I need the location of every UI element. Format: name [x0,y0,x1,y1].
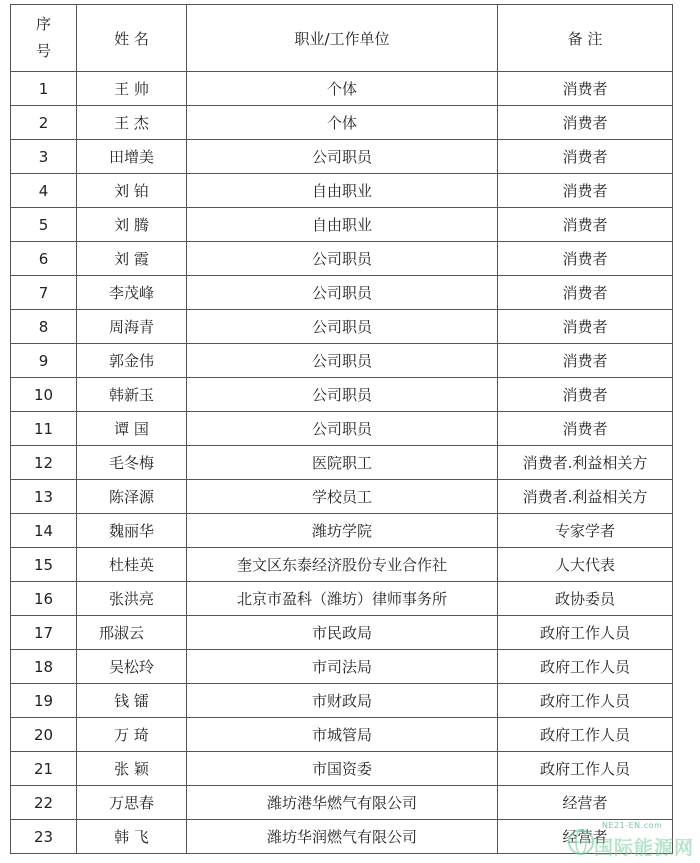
table-row [11,344,673,378]
cell-job: 潍坊港华燃气有限公司 [187,786,498,820]
cell-note: 消费者 [498,378,673,412]
cell-note: 消费者 [498,208,673,242]
cell-number: 5 [11,208,77,242]
cell-job: 公司职员 [187,412,498,446]
cell-name: 刘 铂 [77,174,187,208]
cell-note: 消费者 [498,344,673,378]
cell-number: 11 [11,412,77,446]
cell-name: 王 帅 [77,72,187,106]
cell-job: 公司职员 [187,140,498,174]
cell-job: 潍坊学院 [187,514,498,548]
cell-job: 市城管局 [187,718,498,752]
cell-number: 10 [11,378,77,412]
cell-number: 17 [11,616,77,650]
cell-name: 韩新玉 [77,378,187,412]
cell-number: 2 [11,106,77,140]
table-row [11,684,673,718]
table-row [11,412,673,446]
table-header [11,5,673,72]
cell-name: 钱 镭 [77,684,187,718]
header-number [11,5,77,72]
cell-note: 政协委员 [498,582,673,616]
header-number-line2: 号 [35,42,51,60]
cell-name: 张 颖 [77,752,187,786]
cell-name: 魏丽华 [77,514,187,548]
table-row [11,378,673,412]
header-job: 职业/工作单位 [187,5,498,72]
table-body [11,72,673,854]
cell-job: 医院职工 [187,446,498,480]
cell-note: 消费者 [498,412,673,446]
table-row [11,752,673,786]
cell-name: 邢淑云 [77,616,187,650]
cell-number: 1 [11,72,77,106]
cell-job: 公司职员 [187,310,498,344]
table-row [11,820,673,854]
cell-note: 人大代表 [498,548,673,582]
cell-job: 市司法局 [187,650,498,684]
cell-name: 陈泽源 [77,480,187,514]
cell-note: 消费者 [498,106,673,140]
cell-number: 13 [11,480,77,514]
table-row [11,72,673,106]
cell-note: 政府工作人员 [498,650,673,684]
cell-number: 8 [11,310,77,344]
watermark-text: 国际能源网 [594,837,695,859]
cell-note: 专家学者 [498,514,673,548]
cell-job: 市国资委 [187,752,498,786]
cell-number: 4 [11,174,77,208]
table-row [11,480,673,514]
cell-number: 6 [11,242,77,276]
cell-note: 消费者 [498,242,673,276]
cell-name: 谭 国 [77,412,187,446]
cell-name: 吴松玲 [77,650,187,684]
header-row [11,5,673,72]
cell-note: 经营者 [498,786,673,820]
cell-note: 消费者 [498,310,673,344]
cell-job: 潍坊华润燃气有限公司 [187,820,498,854]
table-row [11,786,673,820]
cell-name: 毛冬梅 [77,446,187,480]
cell-number: 19 [11,684,77,718]
cell-job: 学校员工 [187,480,498,514]
header-name: 姓 名 [77,5,187,72]
cell-note: 经营者 [498,820,673,854]
cell-name: 王 杰 [77,106,187,140]
cell-number: 16 [11,582,77,616]
cell-job: 奎文区东泰经济股份专业合作社 [187,548,498,582]
cell-number: 9 [11,344,77,378]
cell-number: 21 [11,752,77,786]
cell-note: 消费者 [498,276,673,310]
cell-note: 消费者.利益相关方 [498,480,673,514]
cell-job: 个体 [187,72,498,106]
cell-job: 市民政局 [187,616,498,650]
cell-note: 消费者 [498,174,673,208]
cell-name: 郭金伟 [77,344,187,378]
watermark-site: NE21-EN.com [602,821,663,830]
cell-job: 市财政局 [187,684,498,718]
cell-note: 消费者 [498,72,673,106]
cell-job: 公司职员 [187,378,498,412]
cell-job: 北京市盈科（潍坊）律师事务所 [187,582,498,616]
table-row [11,718,673,752]
table-row [11,106,673,140]
cell-note: 政府工作人员 [498,752,673,786]
cell-name: 刘 霞 [77,242,187,276]
table-row [11,242,673,276]
table-row [11,140,673,174]
cell-job: 自由职业 [187,208,498,242]
cell-name: 田增美 [77,140,187,174]
cell-note: 消费者 [498,140,673,174]
table-row [11,582,673,616]
table-row [11,276,673,310]
cell-note: 政府工作人员 [498,684,673,718]
cell-job: 个体 [187,106,498,140]
header-note: 备 注 [498,5,673,72]
cell-job: 自由职业 [187,174,498,208]
table-row [11,514,673,548]
cell-number: 7 [11,276,77,310]
cell-job: 公司职员 [187,242,498,276]
cell-number: 22 [11,786,77,820]
cell-number: 14 [11,514,77,548]
cell-job: 公司职员 [187,276,498,310]
cell-name: 张洪亮 [77,582,187,616]
header-number-line1: 序 [35,15,51,33]
cell-name: 周海青 [77,310,187,344]
cell-number: 18 [11,650,77,684]
cell-number: 3 [11,140,77,174]
cell-name: 万 琦 [77,718,187,752]
cell-note: 政府工作人员 [498,718,673,752]
table-row [11,174,673,208]
table-row [11,208,673,242]
cell-name: 韩 飞 [77,820,187,854]
cell-number: 12 [11,446,77,480]
participant-table [10,4,673,854]
cell-name: 杜桂英 [77,548,187,582]
table-row [11,616,673,650]
table-row [11,650,673,684]
cell-job: 公司职员 [187,344,498,378]
table-row [11,310,673,344]
cell-name: 李茂峰 [77,276,187,310]
cell-name: 刘 腾 [77,208,187,242]
cell-number: 15 [11,548,77,582]
cell-number: 20 [11,718,77,752]
cell-name: 万思春 [77,786,187,820]
cell-number: 23 [11,820,77,854]
cell-note: 政府工作人员 [498,616,673,650]
table-row [11,548,673,582]
table-row [11,446,673,480]
cell-note: 消费者.利益相关方 [498,446,673,480]
